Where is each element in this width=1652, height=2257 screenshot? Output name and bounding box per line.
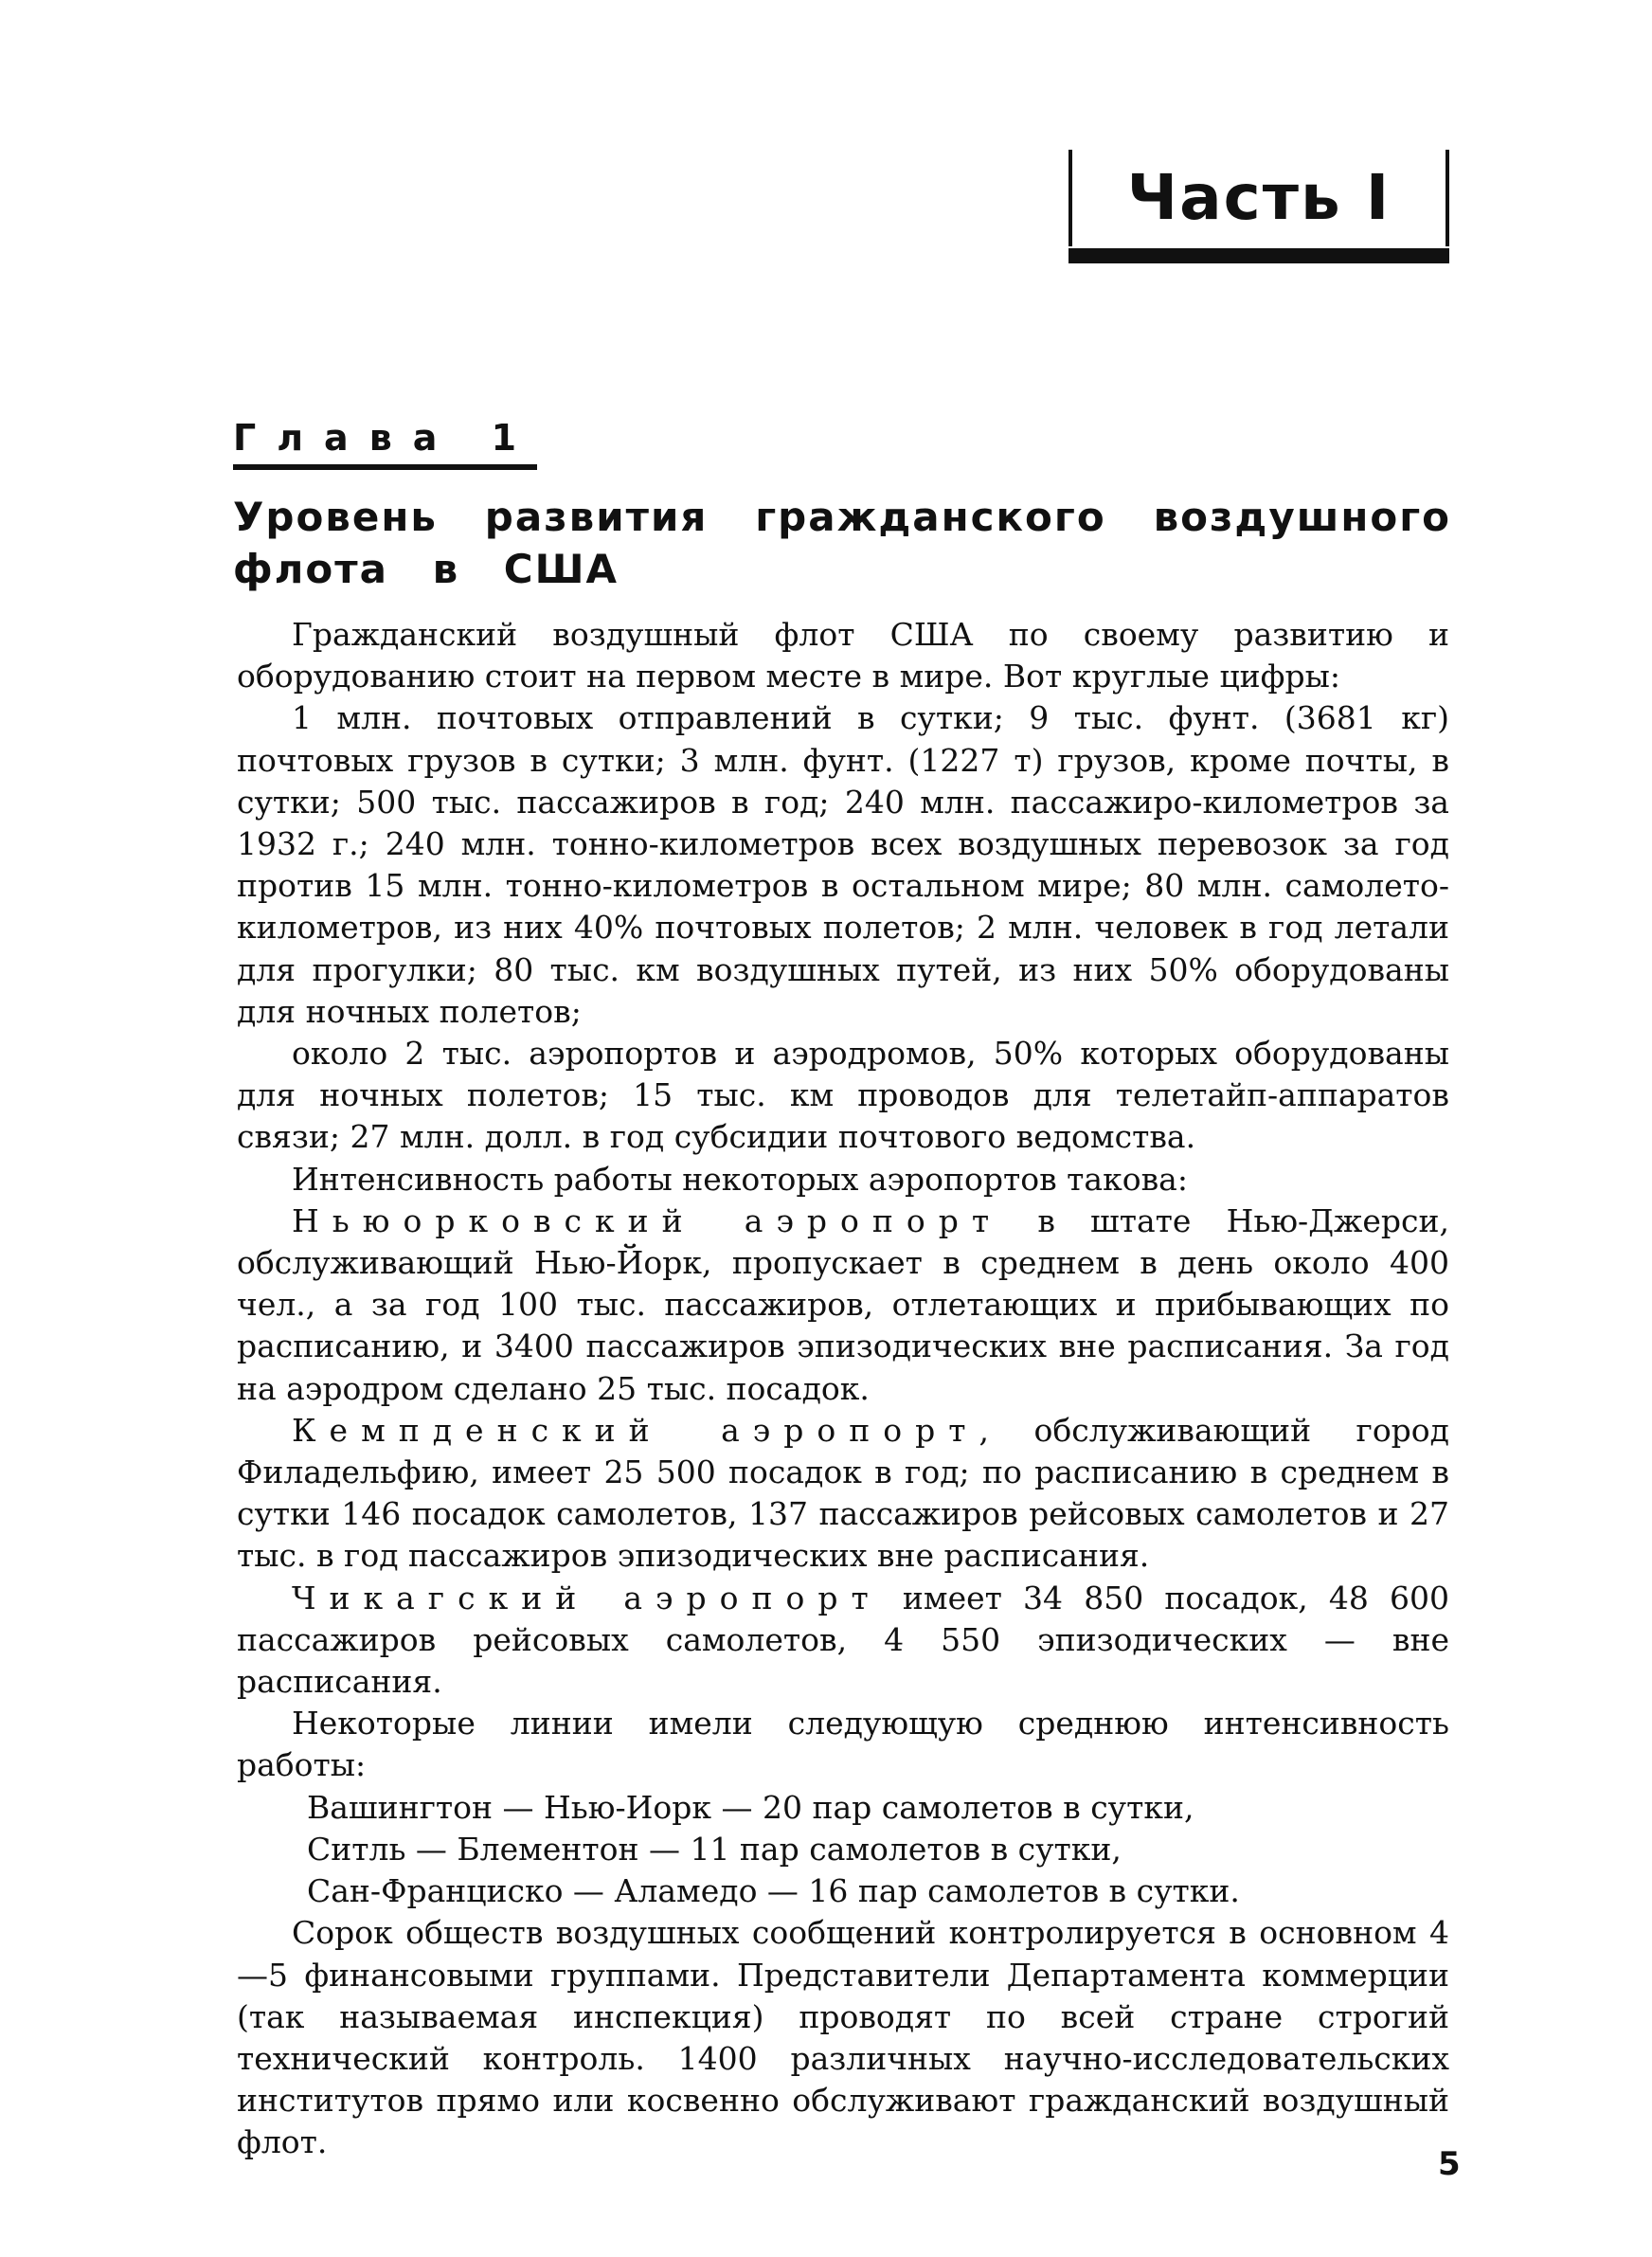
airport-name: Ньюорковский аэропорт <box>292 1201 1003 1239</box>
airport-paragraph <box>237 1410 1449 1578</box>
airport-name: Чикагский аэропорт <box>292 1579 882 1616</box>
part-title: Часть I <box>1126 161 1392 234</box>
chapter-label: Глава 1 <box>233 417 537 470</box>
part-header-box <box>1068 150 1449 246</box>
chapter-title: Уровень развития гражданского воздушного флота в США <box>233 494 1451 592</box>
lines-intro: Некоторые линии имели следующую среднюю интенсивность работы: <box>237 1705 1449 1784</box>
airport-text: имеет 34 850 посадок, 48 600 пассажиров рейсовых самолетов, 4 550 эпизодических — вне расписания. <box>237 1579 1449 1701</box>
page-number: 5 <box>1438 2145 1461 2183</box>
paragraph: 1 млн. почтовых отправлений в сутки; 9 тыс. фунт. (3681 кг) почтовых грузов в сутки; 3 млн. фунт. (1227 т) грузов, кроме почты, в сутки; 500 тыс. пассажиров в год; 240 млн. пассажиро-километров за 1932 г.; 240 млн. тонно-километров всех воздушных перевозок за год против 15 млн. тонно-километров в остальном мире; 80 млн. самолето-километров, из них 40% почтовых полетов; 2 млн. человек в год летали для прогулки; 80 тыс. км воздушных путей, из них 50% оборудованы для ночных полетов; <box>237 699 1449 1030</box>
airport-text: , обслуживающий город Филадельфию, имеет 25 500 посадок в год; по расписанию в среднем в сутки 146 посадок самолетов, 137 пассажиров рейсовых самолетов и 27 тыс. в год пассажиров эпизодических вне расписания. <box>237 1411 1449 1575</box>
route-line: Сан-Франциско — Аламедо — 16 пар самолетов в сутки. <box>307 1872 1240 1910</box>
paragraph: Интенсивность работы некоторых аэропортов такова: <box>292 1160 1188 1198</box>
route-line: Ситль — Блементон — 11 пар самолетов в сутки, <box>307 1830 1122 1868</box>
airport-name: Кемпденский аэропорт <box>292 1411 979 1449</box>
part-underline-bar <box>1068 248 1449 263</box>
paragraph: Гражданский воздушный флот США по своему развитию и оборудованию стоит на первом месте в мире. Вот круглые цифры: <box>237 616 1449 695</box>
airport-paragraph <box>237 1201 1449 1410</box>
airport-paragraph <box>237 1578 1449 1704</box>
body-text <box>237 614 1449 2164</box>
paragraph: около 2 тыс. аэропортов и аэродромов, 50% которых оборудованы для ночных полетов; 15 тыс. км проводов для телетайп-аппаратов связи; 27 млн. долл. в год субсидии почтового ведомства. <box>237 1035 1449 1156</box>
closing-paragraph: Сорок обществ воздушных сообщений контролируется в основном 4—5 финансовыми группами. Представители Департамента коммерции (так называемая инспекция) проводят по всей стране строгий технический контроль. 1400 различных научно-исследовательских институтов прямо или косвенно обслуживают гражданский воздушный флот. <box>237 1914 1449 2161</box>
route-line: Вашингтон — Нью-Иорк — 20 пар самолетов в сутки, <box>307 1788 1194 1826</box>
airport-text: в штате Нью-Джерси, обслуживающий Нью-Йорк, пропускает в среднем в день около 400 чел., а за год 100 тыс. пассажиров, отлетающих и прибывающих по расписанию, и 3400 пассажиров эпизодических вне расписания. За год на аэродром сделано 25 тыс. посадок. <box>237 1201 1450 1407</box>
